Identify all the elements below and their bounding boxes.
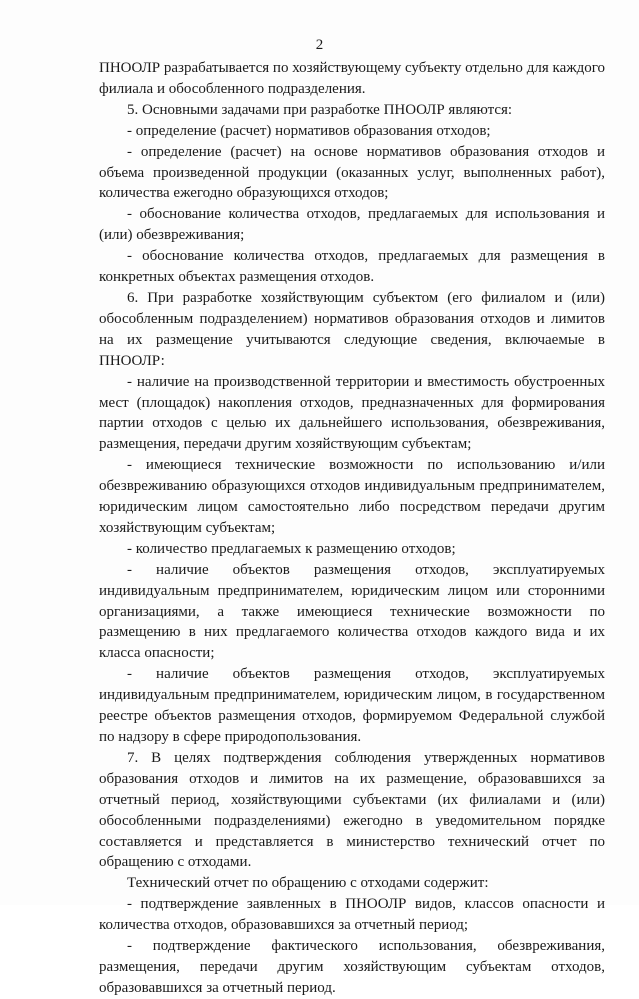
paragraph-item-7: 7. В целях подтверждения соблюдения утвержденных нормативов образования отходов и лимитов на их размещение, образовавшихся за отчетный период, хозяйствующими субъектами (их филиалами и (или) обособленными подразделениями) ежегодно в уведомительном порядке составляется и представляется в министерство технический отчет по обращению с отходами. xyxy=(99,749,605,871)
list-item: - подтверждение фактического использования, обезвреживания, размещения, передачи другим хозяйствующим субъектам отходов, образовавшихся за отчетный период. xyxy=(99,938,605,996)
paragraph-item-5: 5. Основными задачами при разработке ПНООЛР являются: xyxy=(127,101,513,118)
paragraph-item-6: 6. При разработке хозяйствующим субъектом (его филиалом и (или) обособленным подразделением) нормативов образования отходов и лимитов на их размещение учитываются следующие сведения, включаемые в ПНООЛР: xyxy=(99,289,605,369)
list-item: - обоснование количества отходов, предлагаемых для использования и (или) обезвреживания; xyxy=(99,206,605,244)
page-number: 2 xyxy=(315,37,324,53)
list-item: - определение (расчет) нормативов образования отходов; xyxy=(127,122,491,139)
list-item: - наличие на производственной территории и вместимость обустроенных мест (площадок) накопления отходов, предназначенных для формирования партии отходов с целью их дальнейшего использования, обезвреживания, размещения, передачи другим хозяйствующим субъектам; xyxy=(99,373,605,453)
list-item: - подтверждение заявленных в ПНООЛР видов, классов опасности и количества отходов, образовавшихся за отчетный период; xyxy=(99,896,605,934)
document-body xyxy=(99,58,605,999)
list-item: - количество предлагаемых к размещению отходов; xyxy=(127,540,456,557)
list-item: - наличие объектов размещения отходов, эксплуатируемых индивидуальным предпринимателем, юридическим лицом, в государственном реестре объектов размещения отходов, формируемом Федеральной службой по надзору в сфере природопользования. xyxy=(99,666,605,745)
list-item: - имеющиеся технические возможности по использованию и/или обезвреживанию образующихся отходов индивидуальным предпринимателем, юридическим лицом самостоятельно либо посредством передачи другим хозяйствующим субъектам; xyxy=(99,457,605,536)
list-item: - наличие объектов размещения отходов, эксплуатируемых индивидуальным предпринимателем, юридическим лицом или сторонними организациями, а также имеющиеся технические возможности по размещению в них предлагаемого количества отходов каждого вида и их класса опасности; xyxy=(99,561,605,662)
paragraph-report-contents: Технический отчет по обращению с отходами содержит: xyxy=(127,875,489,892)
list-item: - обоснование количества отходов, предлагаемых для размещения в конкретных объектах размещения отходов. xyxy=(99,248,605,286)
paragraph-continuation: ПНООЛР разрабатывается по хозяйствующему субъекту отдельно для каждого филиала и обособленного подразделения. xyxy=(99,60,605,97)
list-item: - определение (расчет) на основе нормативов образования отходов и объема произведенной продукции (оказанных услуг, выполненных работ), количества ежегодно образующихся отходов; xyxy=(99,143,605,202)
